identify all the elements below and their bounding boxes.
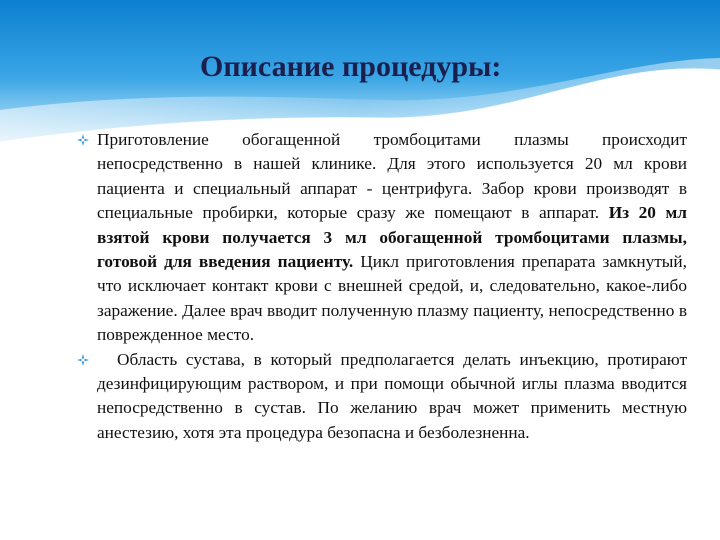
body-text xyxy=(75,128,687,445)
bullet-1-text-a: Приготовление обогащенной тромбоцитами плазмы происходит непосредственно в нашей клинике. Для этого используется 20 мл крови пациента и специальный аппарат - центрифуга. Забор крови производят в специальные пробирки, которые сразу же помещают в аппарат. xyxy=(97,130,687,223)
bullet-paragraph-2 xyxy=(75,348,687,446)
bullet-paragraph-1 xyxy=(75,128,687,348)
diamond-flower-bullet-icon xyxy=(77,354,89,366)
bullet-2-text: Область сустава, в который предполагается делать инъекцию, протирают дезинфицирующим раствором, и при помощи обычной иглы плазма вводится непосредственно в сустав. По желанию врач может применить местную анестезию, хотя эта процедура безопасна и безболезненна. xyxy=(97,349,687,442)
diamond-flower-bullet-icon xyxy=(77,134,89,146)
bullet-1-bold-text: Из 20 мл взятой крови получается 3 мл обогащенной тромбоцитами плазмы, готовой для введения пациенту. xyxy=(97,203,687,272)
slide-title: Описание процедуры: xyxy=(200,50,502,83)
bullet-1-text-b: Цикл приготовления препарата замкнутый, что исключает контакт крови с внешней средой, и, следовательно, какое-либо заражение. Далее врач вводит полученную плазму пациенту, непосредственно в поврежденное место. xyxy=(97,252,687,345)
